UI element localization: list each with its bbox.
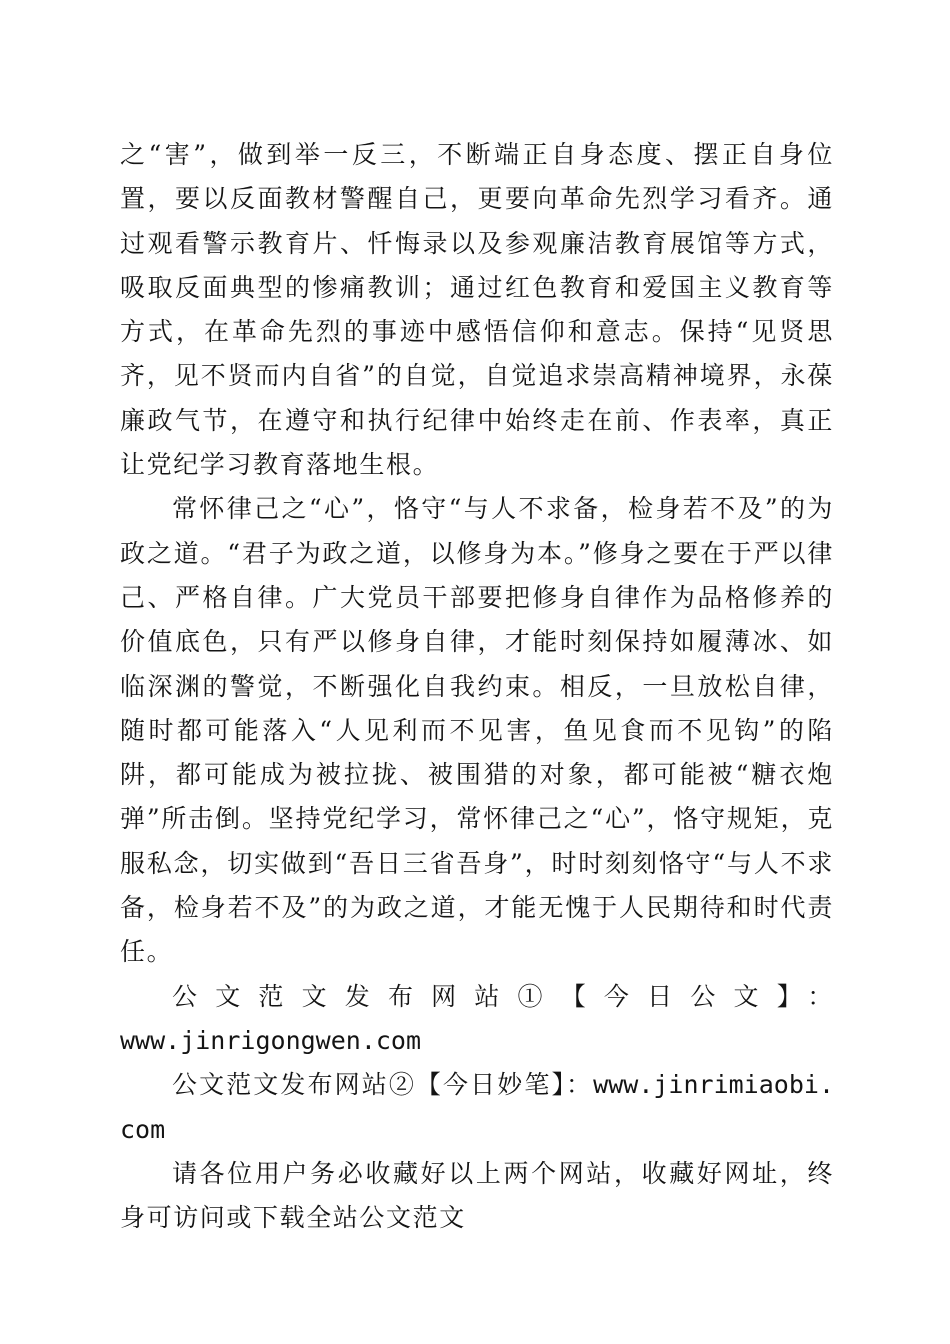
paragraph-1: 之“害”，做到举一反三，不断端正自身态度、摆正自身位置，要以反面教材警醒自己，更要向革命先烈学习看齐。通过观看警示教育片、忏悔录以及参观廉洁教育展馆等方式，吸取反面典型的惨痛教训；通过红色教育和爱国主义教育等方式，在革命先烈的事迹中感悟信仰和意志。保持“见贤思齐，见不贤而内自省”的自觉，自觉追求崇高精神境界，永葆廉政气节，在遵守和执行纪律中始终走在前、作表率，真正让党纪学习教育落地生根。 xyxy=(120,140,834,480)
site1-label: 公文范文发布网站①【今日公文】： xyxy=(172,981,834,1011)
site1-line xyxy=(120,975,834,1019)
notice-paragraph: 请各位用户务必收藏好以上两个网站，收藏好网址，终身可访问或下载全站公文范文 xyxy=(120,1158,834,1233)
paragraph-2: 常怀律己之“心”，恪守“与人不求备，检身若不及”的为政之道。“君子为政之道，以修身为本。”修身之要在于严以律己、严格自律。广大党员干部要把修身自律作为品格修养的价值底色，只有严以修身自律，才能时刻保持如履薄冰、如临深渊的警觉，不断强化自我约束。相反，一旦放松自律，随时都可能落入“人见利而不见害，鱼见食而不见钩”的陷阱，都可能成为被拉拢、被围猎的对象，都可能被“糖衣炮弹”所击倒。坚持党纪学习，常怀律己之“心”，恪守规矩，克服私念，切实做到“吾日三省吾身”，时时刻刻恪守“与人不求备，检身若不及”的为政之道，才能无愧于人民期待和时代责任。 xyxy=(120,494,834,967)
document-body xyxy=(120,133,834,1240)
site1-url: www.jinrigongwen.com xyxy=(120,1025,422,1055)
site2-label: 公文范文发布网站②【今日妙笔】： xyxy=(172,1070,594,1100)
site2-url: www.jinrimiaobi.com xyxy=(120,1070,834,1144)
site2-line xyxy=(120,1063,834,1152)
site1-url-line xyxy=(120,1019,834,1063)
